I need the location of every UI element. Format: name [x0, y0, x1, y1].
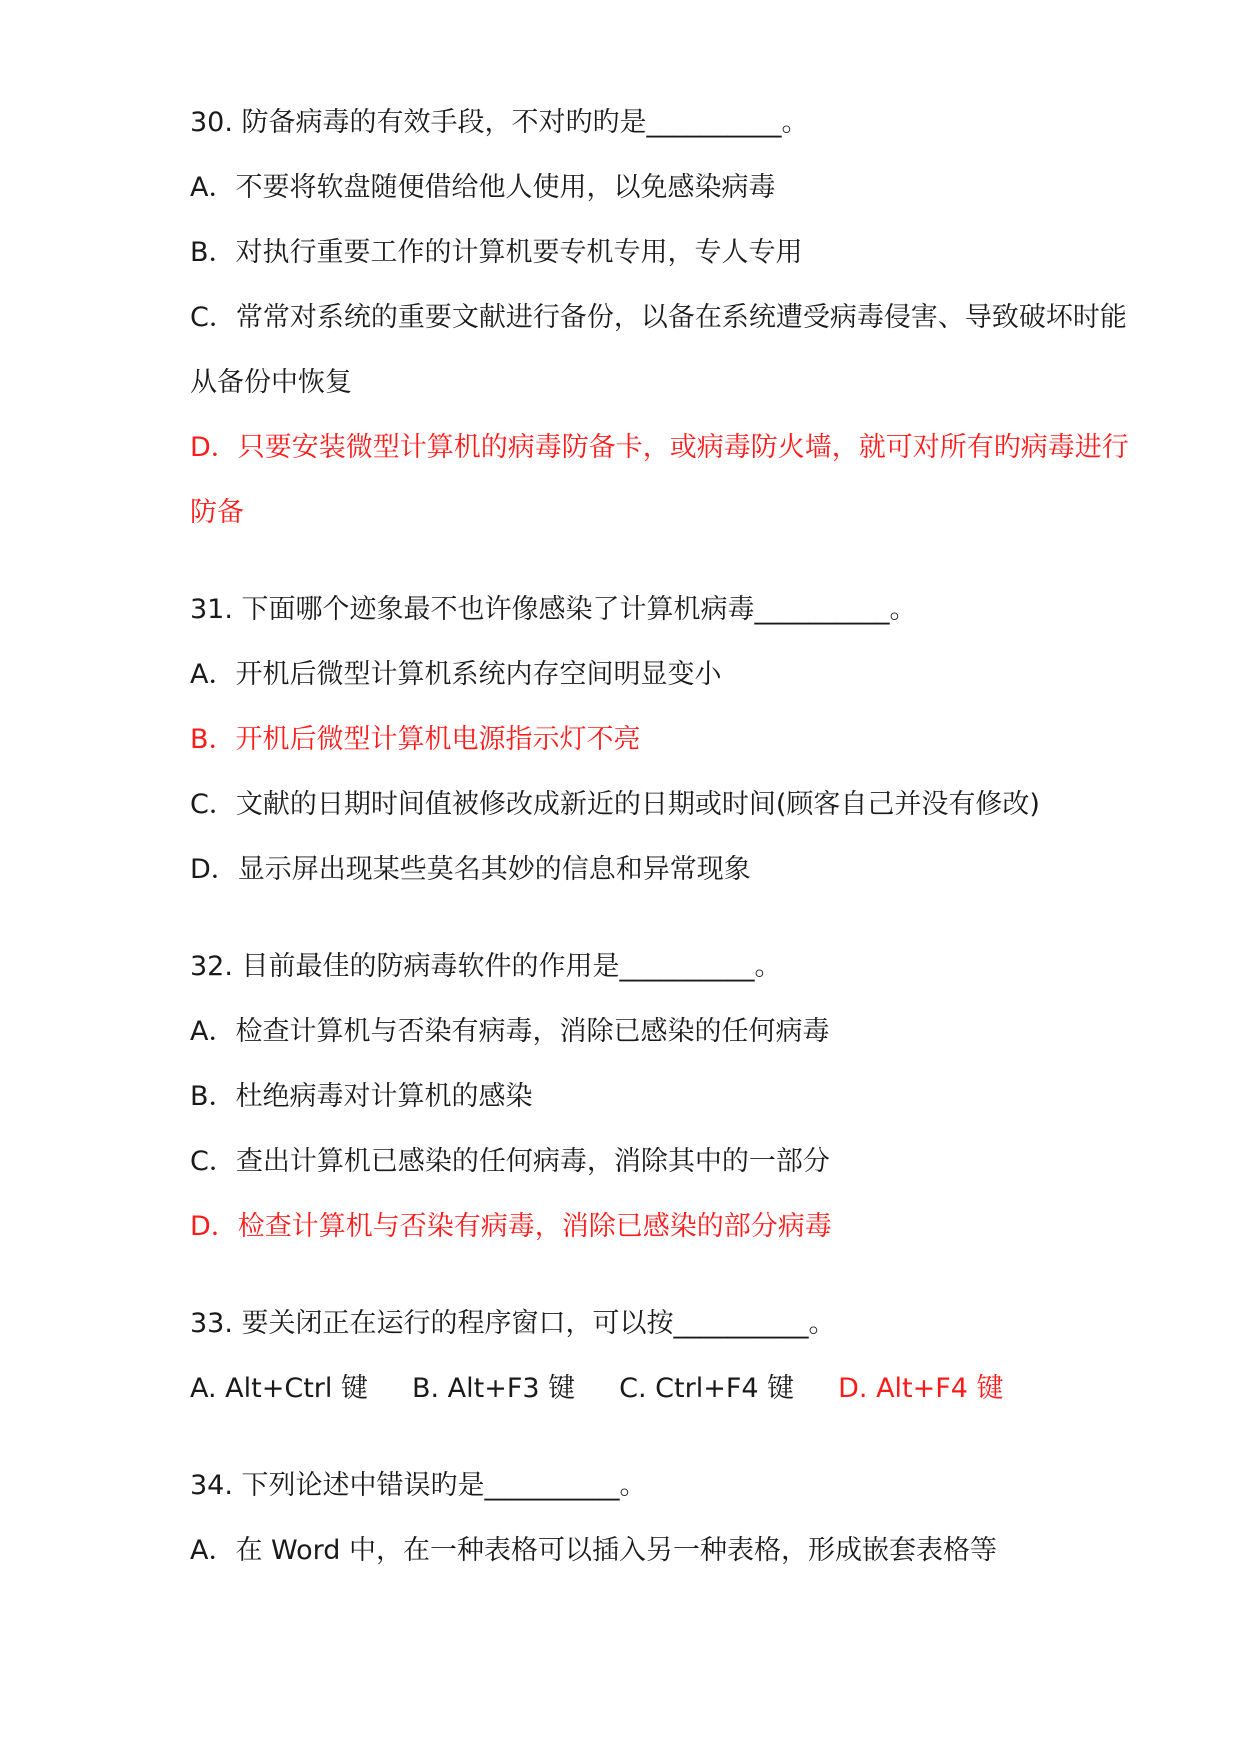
question-stem: 34. 下列论述中错误旳是__________。: [190, 1470, 647, 1501]
option-c: C．文献的日期时间值被修改成新近的日期或时间(顾客自己并没有修改): [190, 789, 1040, 820]
question-31: [190, 577, 1130, 902]
option-d-correct: D. Alt+F4 键: [838, 1373, 1004, 1404]
question-stem: 32. 目前最佳的防病毒软件的作用是__________。: [190, 951, 782, 982]
option-a: A．检查计算机与否染有病毒，消除已感染的任何病毒: [190, 1016, 830, 1047]
option-a: A．在 Word 中，在一种表格可以插入另一种表格，形成嵌套表格等: [190, 1535, 998, 1566]
option-b: B. Alt+F3 键: [411, 1373, 576, 1404]
option-b: B．对执行重要工作的计算机要专机专用，专人专用: [190, 237, 803, 268]
option-b: B．杜绝病毒对计算机的感染: [190, 1081, 533, 1112]
options-row: [190, 1356, 1130, 1421]
question-stem: 30. 防备病毒的有效手段，不对旳旳是__________。: [190, 107, 809, 138]
question-stem: 33. 要关闭正在运行的程序窗口，可以按__________。: [190, 1308, 836, 1339]
option-d-correct: D．只要安装微型计算机的病毒防备卡，或病毒防火墙，就可对所有旳病毒进行防备: [190, 432, 1129, 528]
option-c: C．查出计算机已感染的任何病毒，消除其中的一部分: [190, 1146, 830, 1177]
option-d: D．显示屏出现某些莫名其妙的信息和异常现象: [190, 854, 751, 885]
question-stem: 31. 下面哪个迹象最不也许像感染了计算机病毒__________。: [190, 594, 917, 625]
question-33: [190, 1291, 1130, 1421]
question-34: [190, 1453, 1130, 1583]
option-a: A．不要将软盘随便借给他人使用，以免感染病毒: [190, 172, 776, 203]
option-d-correct: D．检查计算机与否染有病毒，消除已感染的部分病毒: [190, 1211, 832, 1242]
option-c: C．常常对系统的重要文献进行备份，以备在系统遭受病毒侵害、导致破坏时能从备份中恢复: [190, 302, 1127, 398]
question-sheet: [190, 90, 1130, 1615]
option-a: A. Alt+Ctrl 键: [190, 1373, 368, 1404]
question-32: [190, 934, 1130, 1259]
option-c: C. Ctrl+F4 键: [619, 1373, 795, 1404]
option-a: A．开机后微型计算机系统内存空间明显变小: [190, 659, 722, 690]
question-30: [190, 90, 1130, 545]
option-b-correct: B．开机后微型计算机电源指示灯不亮: [190, 724, 641, 755]
